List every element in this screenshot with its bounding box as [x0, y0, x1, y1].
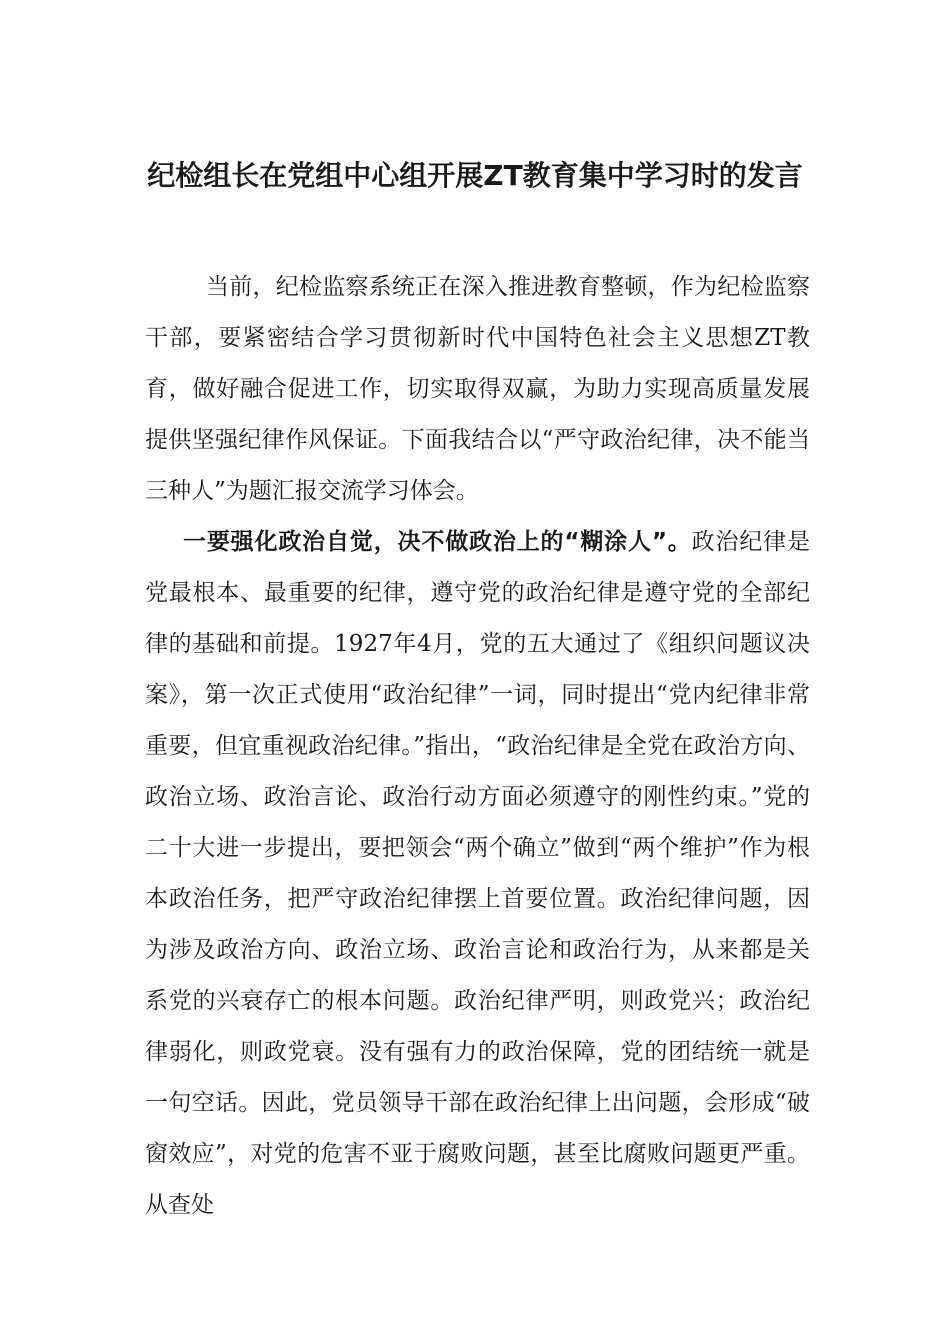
- section-one-text: 政治纪律是党最根本、最重要的纪律，遵守党的政治纪律是遵守党的全部纪律的基础和前提。1927年4月，党的五大通过了《组织问题议决案》，第一次正式使用“政治纪律”一词，同时提出“党内纪律非常重要，但宜重视政治纪律。”指出，“政治纪律是全党在政治方向、政治立场、政治言论、政治行动方面必须遵守的刚性约束。”党的二十大进一步提出，要把领会“两个确立”做到“两个维护”作为根本政治任务，把严守政治纪律摆上首要位置。政治纪律问题，因为涉及政治方向、政治立场、政治言论和政治行为，从来都是关系党的兴衰存亡的根本问题。政治纪律严明，则政党兴；政治纪律弱化，则政党衰。没有强有力的政治保障，党的团结统一就是一句空话。因此，党员领导干部在政治纪律上出问题，会形成“破窗效应”，对党的危害不亚于腐败问题，甚至比腐败问题更严重。从查处: [145, 529, 811, 1218]
- paragraph-section-one: [145, 517, 810, 1231]
- paragraph-intro: [145, 262, 810, 517]
- document-title: 纪检组长在党组中心组开展ZT教育集中学习时的发言: [147, 159, 803, 192]
- section-one-heading: 一要强化政治自觉，决不做政治上的“糊涂人”。: [183, 529, 692, 555]
- paragraph-intro-text: 当前，纪检监察系统正在深入推进教育整顿，作为纪检监察干部，要紧密结合学习贯彻新时代中国特色社会主义思想ZT教育，做好融合促进工作，切实取得双赢，为助力实现高质量发展提供坚强纪律作风保证。下面我结合以“严守政治纪律，决不能当三种人”为题汇报交流学习体会。: [145, 274, 810, 504]
